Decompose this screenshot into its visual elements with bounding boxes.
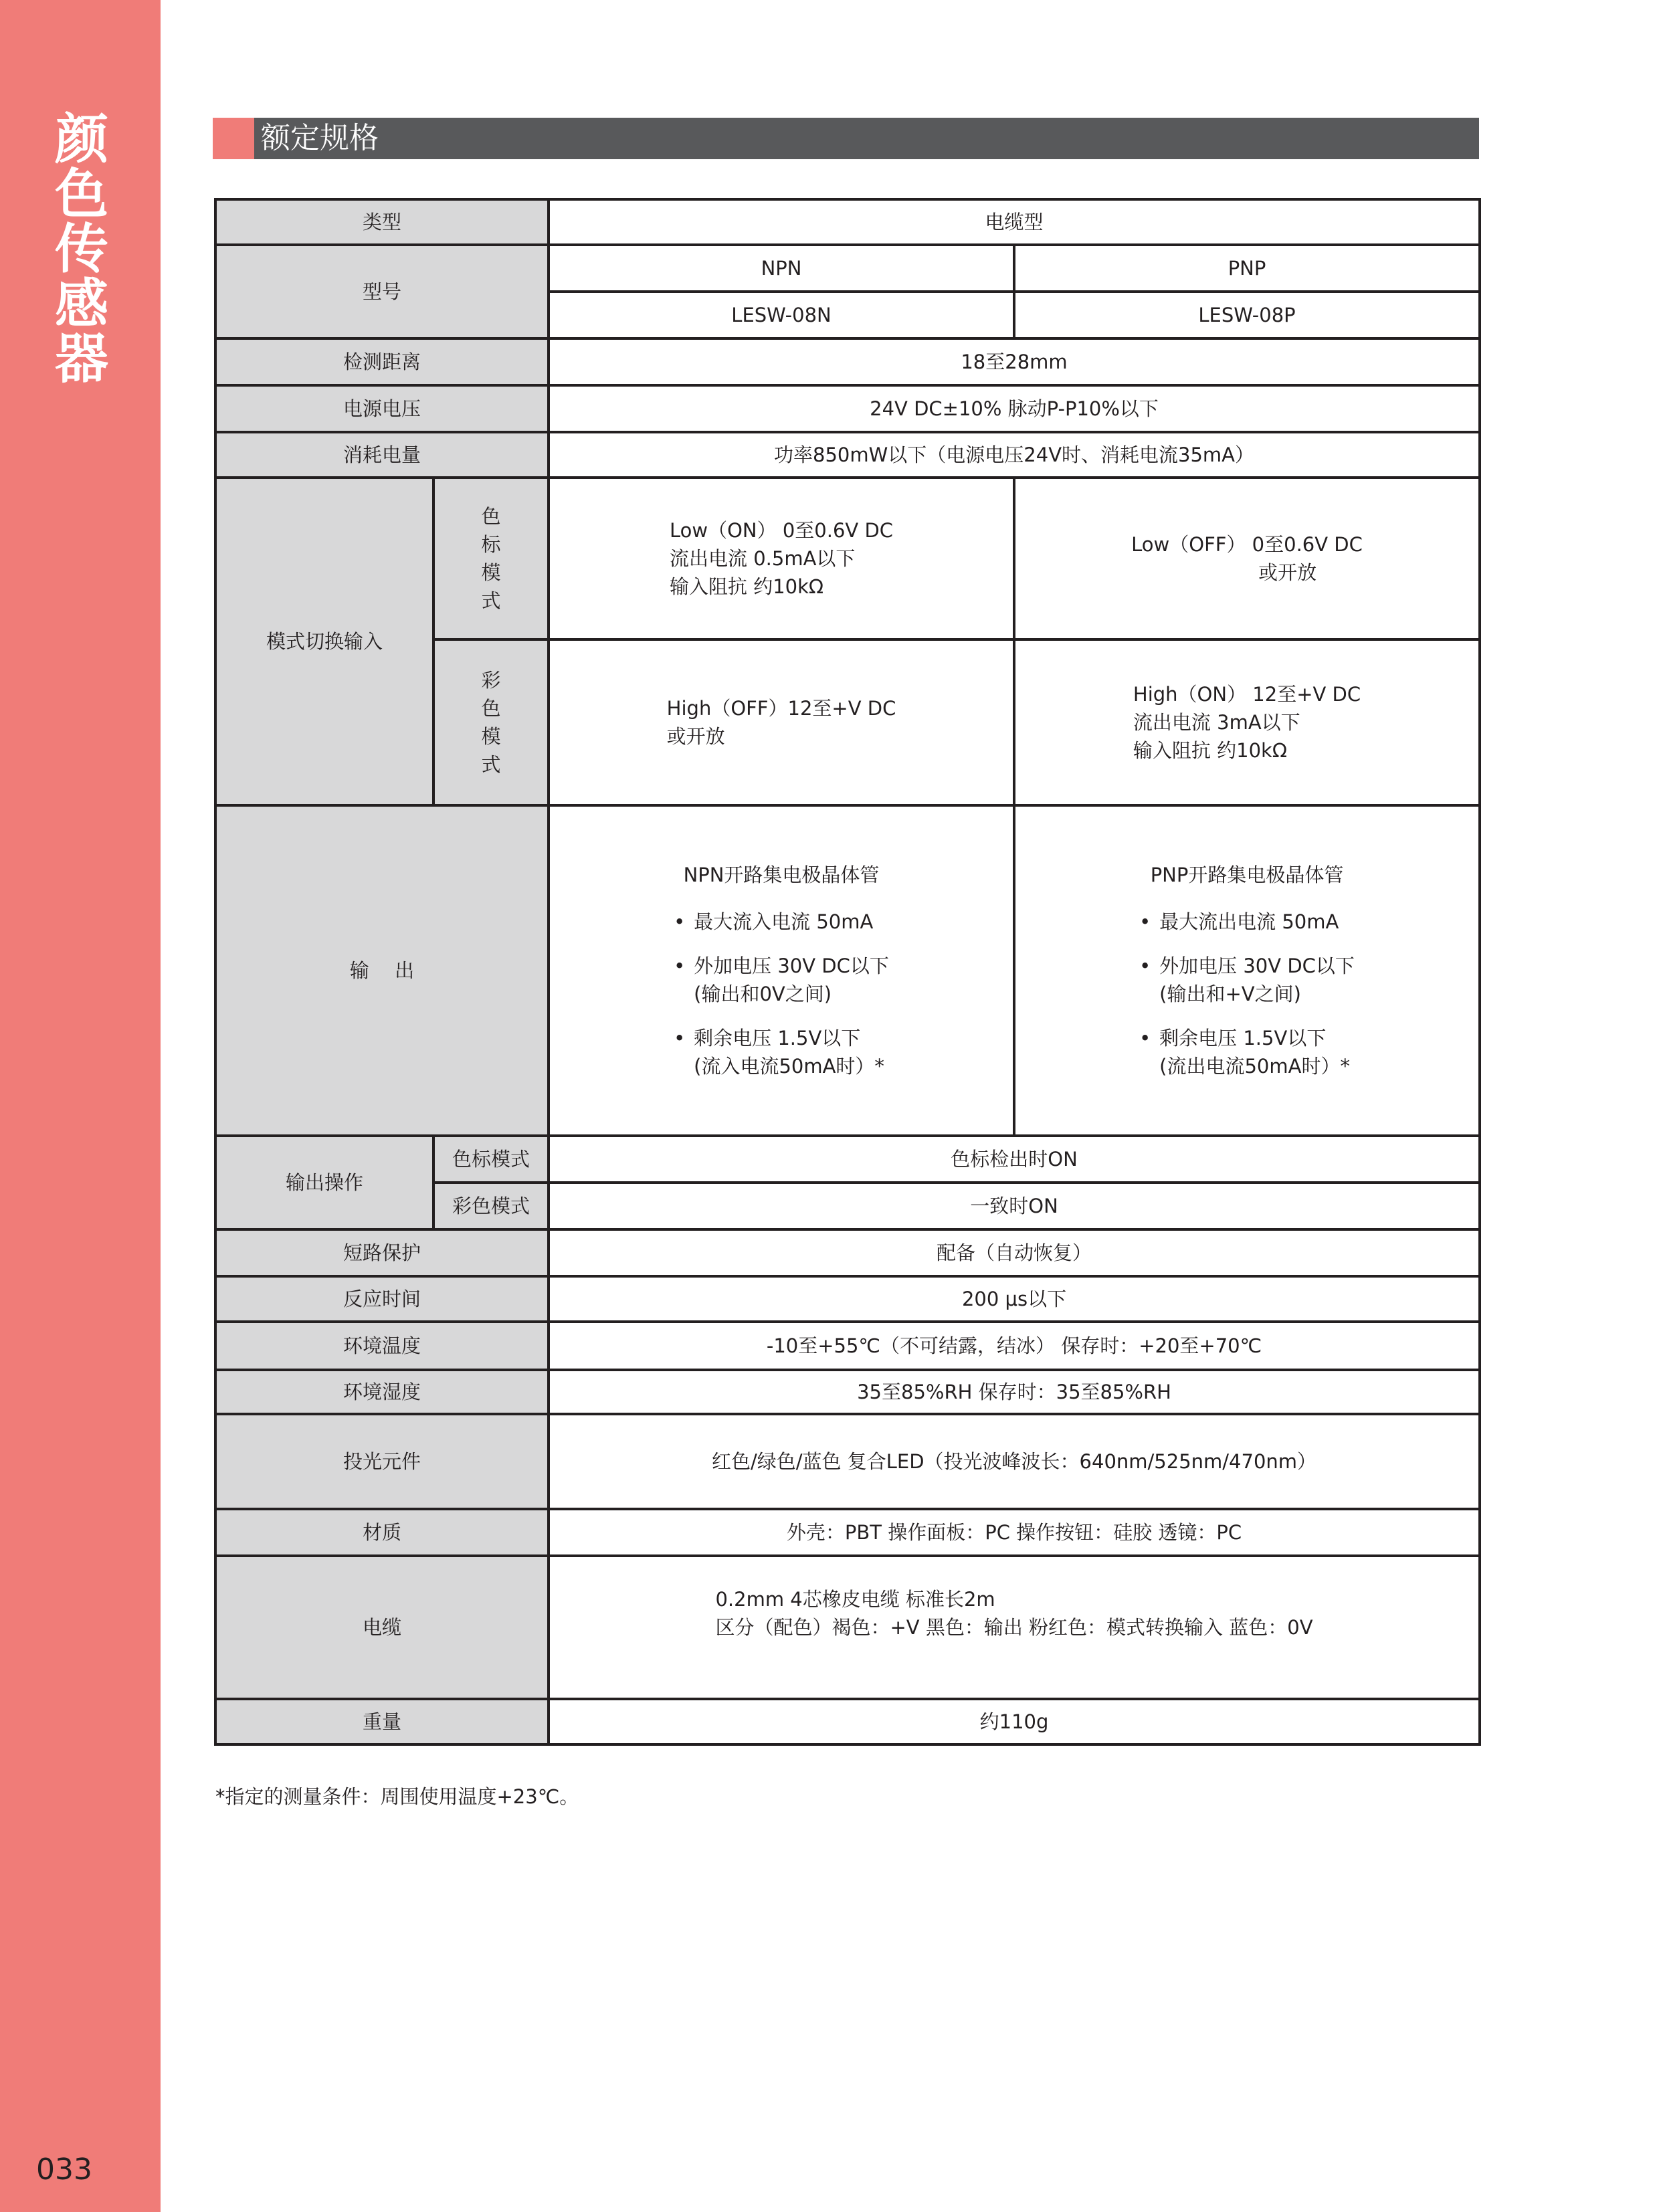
row-distance bbox=[215, 338, 1480, 385]
output-operation-label: 输出操作 bbox=[215, 1136, 433, 1229]
row-cable bbox=[215, 1556, 1480, 1699]
power-label: 消耗电量 bbox=[215, 432, 549, 478]
output-npn-item-main: 剩余电压 1.5V以下 bbox=[694, 1027, 861, 1049]
section-header bbox=[213, 118, 1479, 159]
row-weight bbox=[215, 1699, 1480, 1744]
output-npn-item-main: 外加电压 30V DC以下 bbox=[694, 954, 889, 977]
output-pnp-item-main: 外加电压 30V DC以下 bbox=[1159, 954, 1355, 977]
cable-text bbox=[715, 1585, 1312, 1641]
row-output bbox=[215, 805, 1480, 1136]
page-number: 033 bbox=[36, 2152, 92, 2187]
emitter-label: 投光元件 bbox=[215, 1414, 549, 1509]
output-pnp-item-sub: (输出和+V之间) bbox=[1159, 983, 1301, 1005]
row-type bbox=[215, 199, 1480, 245]
temperature-value: -10至+55℃（不可结露，结冰） 保存时：+20至+70℃ bbox=[549, 1322, 1480, 1370]
row-voltage bbox=[215, 385, 1480, 432]
output-npn-item-sub: (输出和0V之间) bbox=[694, 983, 832, 1005]
row-model bbox=[215, 245, 1480, 292]
humidity-label: 环境湿度 bbox=[215, 1370, 549, 1414]
color-mode-label-vertical bbox=[433, 639, 549, 805]
output-pnp-list bbox=[1139, 892, 1355, 1080]
voltage-label: 电源电压 bbox=[215, 385, 549, 432]
mark-mode-pnp-text bbox=[1131, 530, 1363, 587]
mark-mode-pnp bbox=[1014, 478, 1480, 639]
voltage-value: 24V DC±10% 脉动P-P10%以下 bbox=[549, 385, 1480, 432]
output-npn-item-main: 最大流入电流 50mA bbox=[694, 910, 874, 933]
output-pnp-content bbox=[1139, 861, 1355, 1080]
npn-header: NPN bbox=[549, 245, 1014, 292]
output-pnp-item-main: 最大流出电流 50mA bbox=[1159, 910, 1339, 933]
output-npn-content bbox=[674, 861, 889, 1080]
row-power bbox=[215, 432, 1480, 478]
output-op-color-value: 一致时ON bbox=[549, 1183, 1480, 1229]
sidebar-title: 颜色传感器 bbox=[55, 108, 108, 390]
emitter-value: 红色/绿色/蓝色 复合LED（投光波峰波长：640nm/525nm/470nm） bbox=[549, 1414, 1480, 1509]
power-value: 功率850mW以下（电源电压24V时、消耗电流35mA） bbox=[549, 432, 1480, 478]
output-pnp-item bbox=[1139, 952, 1355, 1008]
color-mode-npn-line: 或开放 bbox=[666, 725, 725, 748]
cable-value bbox=[549, 1556, 1480, 1699]
weight-value: 约110g bbox=[549, 1699, 1480, 1744]
output-pnp-item-sub: (流出电流50mA时）* bbox=[1159, 1055, 1350, 1078]
row-mode-mark bbox=[215, 478, 1480, 639]
output-op-mark-label: 色标模式 bbox=[433, 1136, 549, 1183]
output-npn-item bbox=[674, 1024, 889, 1080]
type-value: 电缆型 bbox=[549, 199, 1480, 245]
type-label: 类型 bbox=[215, 199, 549, 245]
output-label: 输 出 bbox=[215, 805, 549, 1136]
material-value: 外壳：PBT 操作面板：PC 操作按钮：硅胶 透镜：PC bbox=[549, 1509, 1480, 1556]
mark-mode-label-vertical bbox=[433, 478, 549, 639]
output-op-color-label: 彩色模式 bbox=[433, 1183, 549, 1229]
output-npn bbox=[549, 805, 1014, 1136]
output-pnp bbox=[1014, 805, 1480, 1136]
response-value: 200 μs以下 bbox=[549, 1276, 1480, 1322]
color-mode-pnp-line: High（ON） 12至+V DC bbox=[1133, 683, 1361, 706]
mark-mode-npn-line: 流出电流 0.5mA以下 bbox=[669, 547, 856, 570]
row-short-protect bbox=[215, 1229, 1480, 1276]
row-material bbox=[215, 1509, 1480, 1556]
temperature-label: 环境温度 bbox=[215, 1322, 549, 1370]
cable-line: 区分（配色）褐色：+V 黑色：输出 粉红色：模式转换输入 蓝色：0V bbox=[715, 1616, 1313, 1639]
row-humidity bbox=[215, 1370, 1480, 1414]
row-temperature bbox=[215, 1322, 1480, 1370]
output-npn-item bbox=[674, 908, 889, 936]
distance-label: 检测距离 bbox=[215, 338, 549, 385]
output-op-mark-value: 色标检出时ON bbox=[549, 1136, 1480, 1183]
mark-mode-npn-line: 输入阻抗 约10kΩ bbox=[669, 575, 824, 598]
mark-mode-npn-line: Low（ON） 0至0.6V DC bbox=[669, 519, 894, 542]
pnp-model: LESW-08P bbox=[1014, 292, 1480, 338]
cable-line: 0.2mm 4芯橡皮电缆 标准长2m bbox=[715, 1588, 995, 1611]
section-accent bbox=[213, 118, 254, 159]
color-mode-pnp-line: 输入阻抗 约10kΩ bbox=[1133, 739, 1287, 762]
output-npn-item bbox=[674, 952, 889, 1008]
output-pnp-item-main: 剩余电压 1.5V以下 bbox=[1159, 1027, 1327, 1049]
color-mode-label: 彩色模式 bbox=[481, 669, 501, 776]
mark-mode-npn-text bbox=[670, 516, 893, 601]
color-mode-pnp-text bbox=[1133, 680, 1361, 765]
short-protect-value: 配备（自动恢复） bbox=[549, 1229, 1480, 1276]
row-emitter bbox=[215, 1414, 1480, 1509]
color-mode-npn-line: High（OFF）12至+V DC bbox=[666, 697, 896, 720]
output-npn-title: NPN开路集电极晶体管 bbox=[683, 864, 880, 886]
weight-label: 重量 bbox=[215, 1699, 549, 1744]
material-label: 材质 bbox=[215, 1509, 549, 1556]
color-mode-pnp bbox=[1014, 639, 1480, 805]
mark-mode-npn bbox=[549, 478, 1014, 639]
mark-mode-pnp-line: Low（OFF） 0至0.6V DC bbox=[1131, 533, 1363, 556]
mode-input-label: 模式切换输入 bbox=[215, 478, 433, 805]
row-output-op-mark bbox=[215, 1136, 1480, 1183]
section-title: 额定规格 bbox=[261, 121, 379, 155]
output-pnp-item bbox=[1139, 908, 1355, 936]
output-npn-item-sub: (流入电流50mA时）* bbox=[694, 1055, 884, 1078]
footnote: *指定的测量条件：周围使用温度+23℃。 bbox=[215, 1785, 579, 1808]
response-label: 反应时间 bbox=[215, 1276, 549, 1322]
mark-mode-pnp-line: 或开放 bbox=[1258, 561, 1317, 584]
model-label: 型号 bbox=[215, 245, 549, 338]
color-mode-npn bbox=[549, 639, 1014, 805]
cable-label: 电缆 bbox=[215, 1556, 549, 1699]
distance-value: 18至28mm bbox=[549, 338, 1480, 385]
spec-table bbox=[214, 198, 1481, 1746]
color-mode-pnp-line: 流出电流 3mA以下 bbox=[1133, 711, 1300, 734]
humidity-value: 35至85%RH 保存时：35至85%RH bbox=[549, 1370, 1480, 1414]
mark-mode-label: 色标模式 bbox=[481, 505, 501, 612]
output-npn-list bbox=[674, 892, 889, 1080]
row-response bbox=[215, 1276, 1480, 1322]
sidebar bbox=[0, 0, 161, 2212]
color-mode-npn-text bbox=[667, 694, 896, 750]
output-pnp-item bbox=[1139, 1024, 1355, 1080]
npn-model: LESW-08N bbox=[549, 292, 1014, 338]
output-pnp-title: PNP开路集电极晶体管 bbox=[1150, 864, 1344, 886]
pnp-header: PNP bbox=[1014, 245, 1480, 292]
short-protect-label: 短路保护 bbox=[215, 1229, 549, 1276]
